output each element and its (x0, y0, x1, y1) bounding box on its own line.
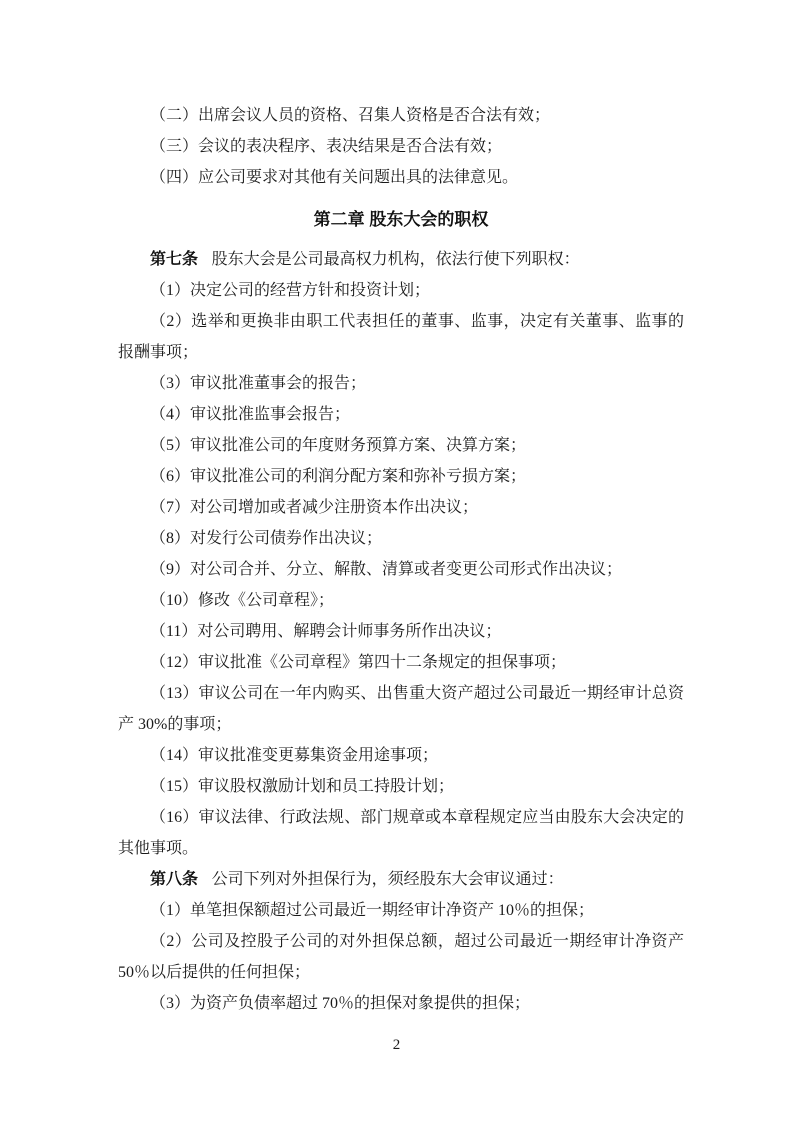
article-7-item-9: （9）对公司合并、分立、解散、清算或者变更公司形式作出决议； (150, 561, 623, 578)
article-7-label: 第七条 (150, 251, 199, 268)
article-7-item-13: （13）审议公司在一年内购买、出售重大资产超过公司最近一期经审计总资产 30%的事项； (118, 685, 684, 733)
article-7-item-11: （11）对公司聘用、解聘会计师事务所作出决议； (150, 623, 502, 640)
article-7-item-10: （10）修改《公司章程》； (150, 592, 335, 609)
article-8-item-2: （2）公司及控股子公司的对外担保总额，超过公司最近一期经审计净资产 50％以后提供的任何担保； (118, 933, 684, 981)
article-8-item-1: （1）单笔担保额超过公司最近一期经审计净资产 10％的担保； (150, 902, 595, 919)
article-8-label: 第八条 (150, 871, 199, 888)
article-7-item-2: （2）选举和更换非由职工代表担任的董事、监事，决定有关董事、监事的报酬事项； (118, 313, 684, 361)
article-7-item-14: （14）审议批准变更募集资金用途事项； (150, 747, 439, 764)
article-7-item-5: （5）审议批准公司的年度财务预算方案、决算方案； (150, 437, 527, 454)
article-7-item-4: （4）审议批准监事会报告； (150, 406, 351, 423)
article-7-item-12: （12）审议批准《公司章程》第四十二条规定的担保事项； (150, 654, 567, 671)
page-number: 2 (392, 1037, 401, 1053)
article-7-item-3: （3）审议批准董事会的报告； (150, 375, 367, 392)
article-7-item-16: （16）审议法律、行政法规、部门规章或本章程规定应当由股东大会决定的其他事项。 (118, 809, 684, 857)
review-item-3: （三）会议的表决程序、表决结果是否合法有效； (150, 138, 503, 155)
article-7-item-15: （15）审议股权激励计划和员工持股计划； (150, 778, 455, 795)
article-8-paragraph (118, 864, 684, 895)
article-8-intro: 公司下列对外担保行为，须经股东大会审议通过： (211, 871, 564, 888)
article-7-item-8: （8）对发行公司债券作出决议； (150, 530, 383, 547)
article-7-item-6: （6）审议批准公司的利润分配方案和弥补亏损方案； (150, 468, 527, 485)
chapter-heading: 第二章 股东大会的职权 (313, 210, 489, 229)
article-7-paragraph (118, 244, 684, 275)
review-item-4: （四）应公司要求对其他有关问题出具的法律意见。 (150, 169, 519, 186)
article-7-intro: 股东大会是公司最高权力机构，依法行使下列职权： (211, 251, 580, 268)
review-item-2: （二）出席会议人员的资格、召集人资格是否合法有效； (150, 107, 551, 124)
article-8-item-3: （3）为资产负债率超过 70％的担保对象提供的担保； (150, 995, 531, 1012)
article-7-item-1: （1）决定公司的经营方针和投资计划； (150, 282, 431, 299)
article-7-item-7: （7）对公司增加或者减少注册资本作出决议； (150, 499, 479, 516)
document-content (118, 100, 684, 1019)
